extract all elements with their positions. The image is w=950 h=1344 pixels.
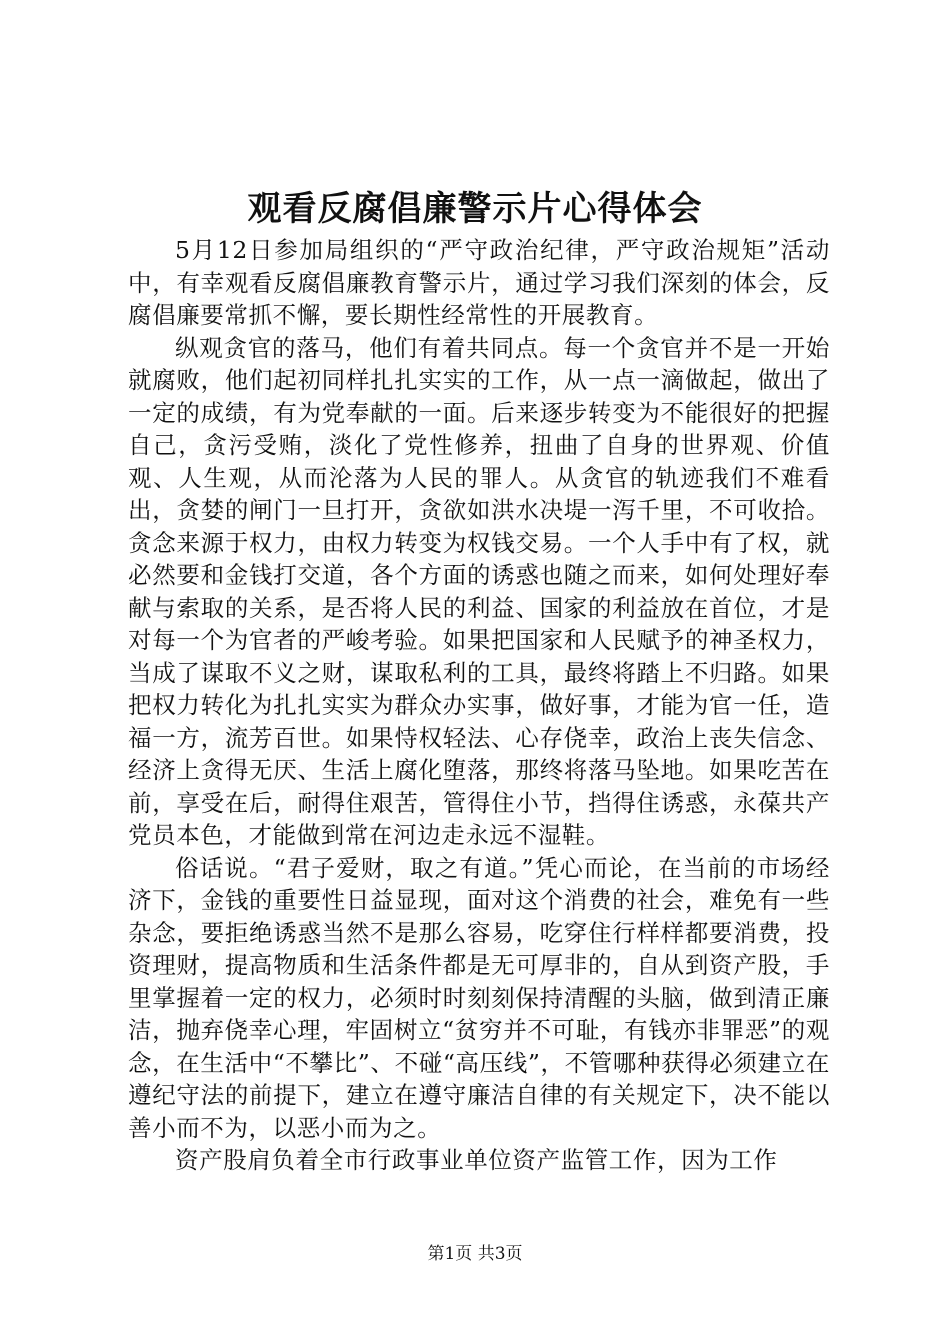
page-number-footer: 第1页 共3页 bbox=[427, 1244, 523, 1264]
document-title: 观看反腐倡廉警示片心得体会 bbox=[247, 189, 703, 229]
document-body bbox=[128, 234, 830, 1177]
paragraph-1: 5月12日参加局组织的“严守政治纪律，严守政治规矩”活动中，有幸观看反腐倡廉教育警示片，通过学习我们深刻的体会，反腐倡廉要常抓不懈，要长期性经常性的开展教育。 bbox=[128, 236, 830, 329]
paragraph-2: 纵观贪官的落马，他们有着共同点。每一个贪官并不是一开始就腐败，他们起初同样扎扎实实的工作，从一点一滴做起，做出了一定的成绩，有为党奉献的一面。后来逐步转变为不能很好的把握自己，贪污受贿，淡化了党性修养，扭曲了自身的世界观、价值观、人生观，从而沦落为人民的罪人。从贪官的轨迹我们不难看出，贪婪的闸门一旦打开，贪欲如洪水决堤一泻千里，不可收拾。贪念来源于权力，由权力转变为权钱交易。一个人手中有了权，就必然要和金钱打交道，各个方面的诱惑也随之而来，如何处理好奉献与索取的关系，是否将人民的利益、国家的利益放在首位，才是对每一个为官者的严峻考验。如果把国家和人民赋予的神圣权力，当成了谋取不义之财，谋取私利的工具，最终将踏上不归路。如果把权力转化为扎扎实实为群众办实事，做好事，才能为官一任，造福一方，流芳百世。如果恃权轻法、心存侥幸，政治上丧失信念、经济上贪得无厌、生活上腐化堕落，那终将落马坠地。如果吃苦在前，享受在后，耐得住艰苦，管得住小节，挡得住诱惑，永葆共产党员本色，才能做到常在河边走永远不湿鞋。 bbox=[128, 333, 830, 849]
paragraph-4: 资产股肩负着全市行政事业单位资产监管工作，因为工作 bbox=[175, 1146, 778, 1174]
paragraph-3: 俗话说。“君子爱财，取之有道。”凭心而论，在当前的市场经济下，金钱的重要性日益显现，面对这个消费的社会，难免有一些杂念，要拒绝诱惑当然不是那么容易，吃穿住行样样都要消费，投资理财，提高物质和生活条件都是无可厚非的，自从到资产股，手里掌握着一定的权力，必须时时刻刻保持清醒的头脑，做到清正廉洁，抛弃侥幸心理，牢固树立“贫穷并不可耻，有钱亦非罪恶”的观念，在生活中“不攀比”、不碰“高压线”，不管哪种获得必须建立在遵纪守法的前提下，建立在遵守廉洁自律的有关规定下，决不能以善小而不为，以恶小而为之。 bbox=[128, 853, 830, 1142]
